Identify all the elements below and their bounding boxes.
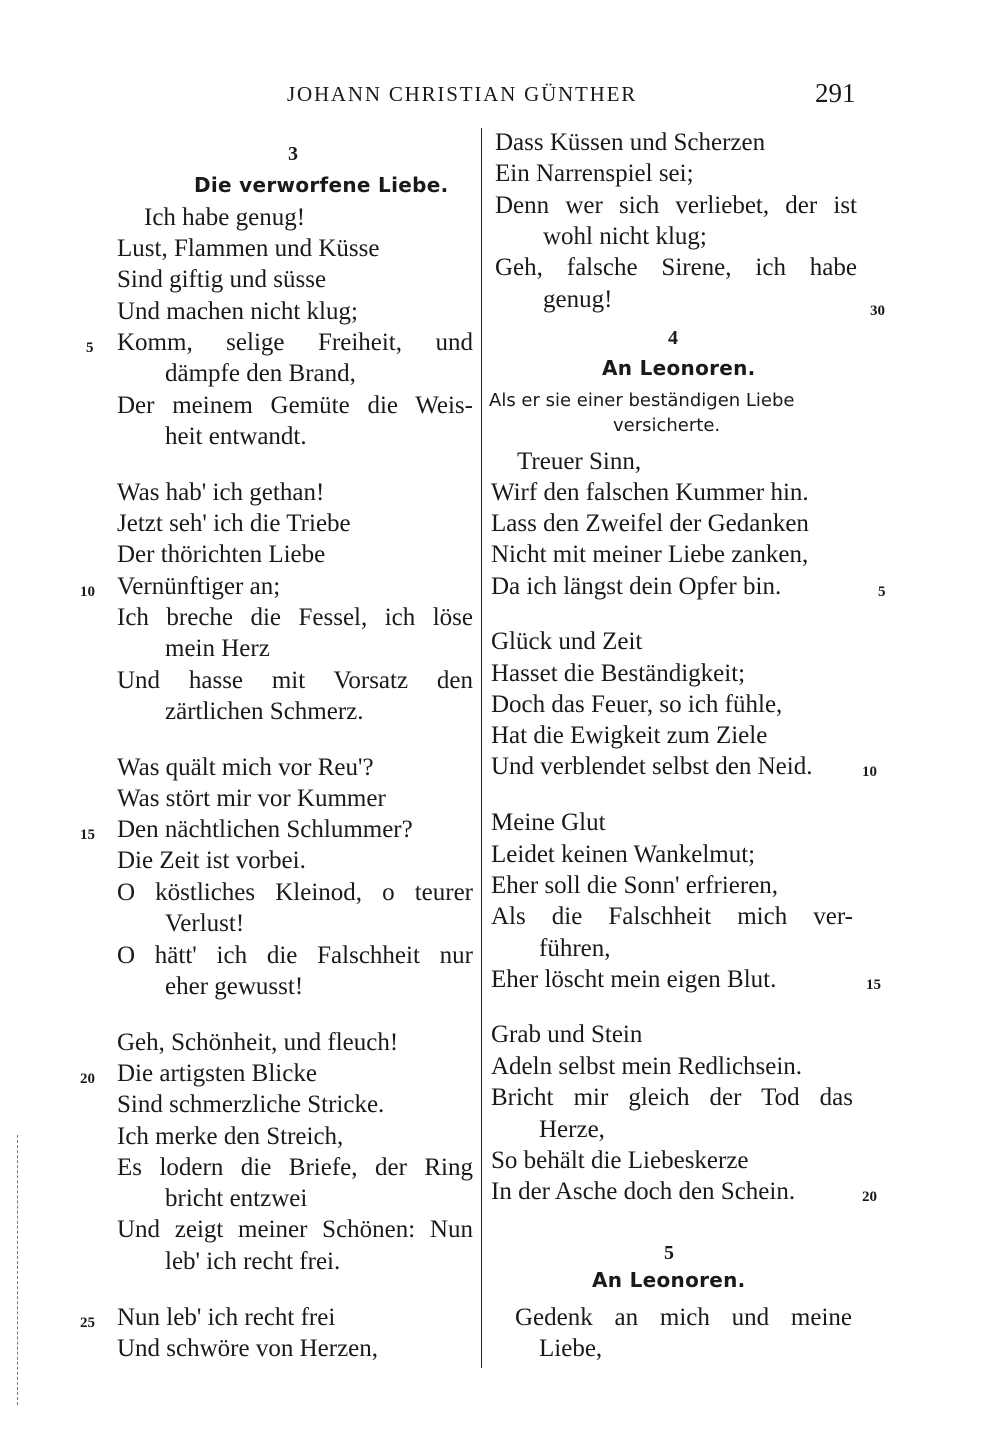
verse-line: So behält die Liebeskerze	[491, 1147, 749, 1174]
verse-line: Geh, Schönheit, und fleuch!	[117, 1029, 399, 1056]
verse-line: Vernünftiger an;	[117, 573, 281, 600]
line-number: 10	[80, 584, 95, 600]
verse-line: Ich merke den Streich,	[117, 1123, 344, 1150]
verse-line: Der meinem Gemüte die Weis-	[117, 392, 473, 419]
verse-line: Und zeigt meiner Schönen: Nun	[117, 1216, 473, 1243]
verse-line: Wirf den falschen Kummer hin.	[491, 479, 809, 506]
verse-line: genug!	[543, 286, 613, 313]
verse-line: Lass den Zweifel der Gedanken	[491, 510, 809, 537]
verse-line: heit entwandt.	[165, 423, 307, 450]
verse-line: Liebe,	[539, 1335, 603, 1362]
verse-line: Ich breche die Fessel, ich löse	[117, 604, 473, 631]
verse-line: Adeln selbst mein Redlichsein.	[491, 1053, 803, 1080]
verse-line: Ich habe genug!	[144, 204, 306, 231]
line-number: 20	[80, 1071, 95, 1087]
verse-line: Den nächtlichen Schlummer?	[117, 816, 413, 843]
verse-line: leb' ich recht frei.	[165, 1248, 341, 1275]
page-number: 291	[815, 78, 856, 108]
verse-line: Nicht mit meiner Liebe zanken,	[491, 541, 809, 568]
line-number: 5	[878, 584, 886, 600]
verse-line: Sind giftig und süsse	[117, 266, 327, 293]
verse-line: zärtlichen Schmerz.	[165, 698, 364, 725]
verse-line: Hat die Ewigkeit zum Ziele	[491, 722, 768, 749]
line-number: 15	[866, 977, 881, 993]
verse-line: führen,	[539, 935, 611, 962]
verse-line: Treuer Sinn,	[517, 448, 642, 475]
verse-line: Die Zeit ist vorbei.	[117, 847, 306, 874]
verse-line: Und schwöre von Herzen,	[117, 1335, 379, 1362]
poem-number: 4	[668, 327, 678, 349]
verse-line: Was stört mir vor Kummer	[117, 785, 386, 812]
verse-line: Geh, falsche Sirene, ich habe	[495, 254, 857, 281]
poem-subtitle: versicherte.	[613, 415, 721, 436]
verse-line: bricht entzwei	[165, 1185, 308, 1212]
verse-line: Leidet keinen Wankelmut;	[491, 841, 756, 868]
poem-title: Die verworfene Liebe.	[194, 173, 449, 197]
verse-line: dämpfe den Brand,	[165, 360, 356, 387]
verse-line: Was quält mich vor Reu'?	[117, 754, 374, 781]
line-number: 20	[862, 1189, 877, 1205]
verse-line: Denn wer sich verliebet, der ist	[495, 192, 857, 219]
verse-line: O köstliches Kleinod, o teurer	[117, 879, 473, 906]
verse-line: Grab und Stein	[491, 1021, 643, 1048]
verse-line: Herze,	[539, 1116, 605, 1143]
verse-line: mein Herz	[165, 635, 270, 662]
verse-line: Doch das Feuer, so ich fühle,	[491, 691, 783, 718]
verse-line: Bricht mir gleich der Tod das	[491, 1084, 853, 1111]
verse-line: Und hasse mit Vorsatz den	[117, 667, 473, 694]
line-number: 30	[870, 303, 885, 319]
verse-line: In der Asche doch den Schein.	[491, 1178, 796, 1205]
verse-line: Eher löscht mein eigen Blut.	[491, 966, 777, 993]
verse-line: Meine Glut	[491, 809, 606, 836]
verse-line: O hätt' ich die Falschheit nur	[117, 942, 473, 969]
verse-line: wohl nicht klug;	[543, 223, 707, 250]
line-number: 15	[80, 827, 95, 843]
line-number: 10	[862, 764, 877, 780]
verse-line: Ein Narrenspiel sei;	[495, 160, 694, 187]
verse-line: Als die Falschheit mich ver-	[491, 903, 853, 930]
poem-title: An Leonoren.	[602, 356, 756, 380]
line-number: 5	[86, 340, 94, 356]
verse-line: eher gewusst!	[165, 973, 304, 1000]
verse-line: Glück und Zeit	[491, 628, 643, 655]
line-number: 25	[80, 1315, 95, 1331]
scan-edge-mark	[17, 1135, 18, 1405]
verse-line: Was hab' ich gethan!	[117, 479, 325, 506]
verse-line: Hasset die Beständigkeit;	[491, 660, 746, 687]
verse-line: Nun leb' ich recht frei	[117, 1304, 336, 1331]
verse-line: Dass Küssen und Scherzen	[495, 129, 766, 156]
verse-line: Da ich längst dein Opfer bin.	[491, 573, 782, 600]
verse-line: Lust, Flammen und Küsse	[117, 235, 380, 262]
verse-line: Und machen nicht klug;	[117, 298, 358, 325]
verse-line: Die artigsten Blicke	[117, 1060, 317, 1087]
verse-line: Jetzt seh' ich die Triebe	[117, 510, 351, 537]
verse-line: Gedenk an mich und meine	[515, 1304, 852, 1331]
verse-line: Es lodern die Briefe, der Ring	[117, 1154, 473, 1181]
poem-number: 3	[288, 143, 298, 165]
verse-line: Und verblendet selbst den Neid.	[491, 753, 813, 780]
verse-line: Eher soll die Sonn' erfrieren,	[491, 872, 779, 899]
poem-subtitle: Als er sie einer beständigen Liebe	[489, 390, 795, 411]
verse-line: Verlust!	[165, 910, 245, 937]
verse-line: Sind schmerzliche Stricke.	[117, 1091, 385, 1118]
poem-title: An Leonoren.	[592, 1268, 746, 1292]
poem-number: 5	[664, 1242, 674, 1264]
verse-line: Der thörichten Liebe	[117, 541, 326, 568]
column-divider	[481, 128, 482, 1368]
verse-line: Komm, selige Freiheit, und	[117, 329, 473, 356]
running-header: JOHANN CHRISTIAN GÜNTHER	[287, 82, 638, 106]
